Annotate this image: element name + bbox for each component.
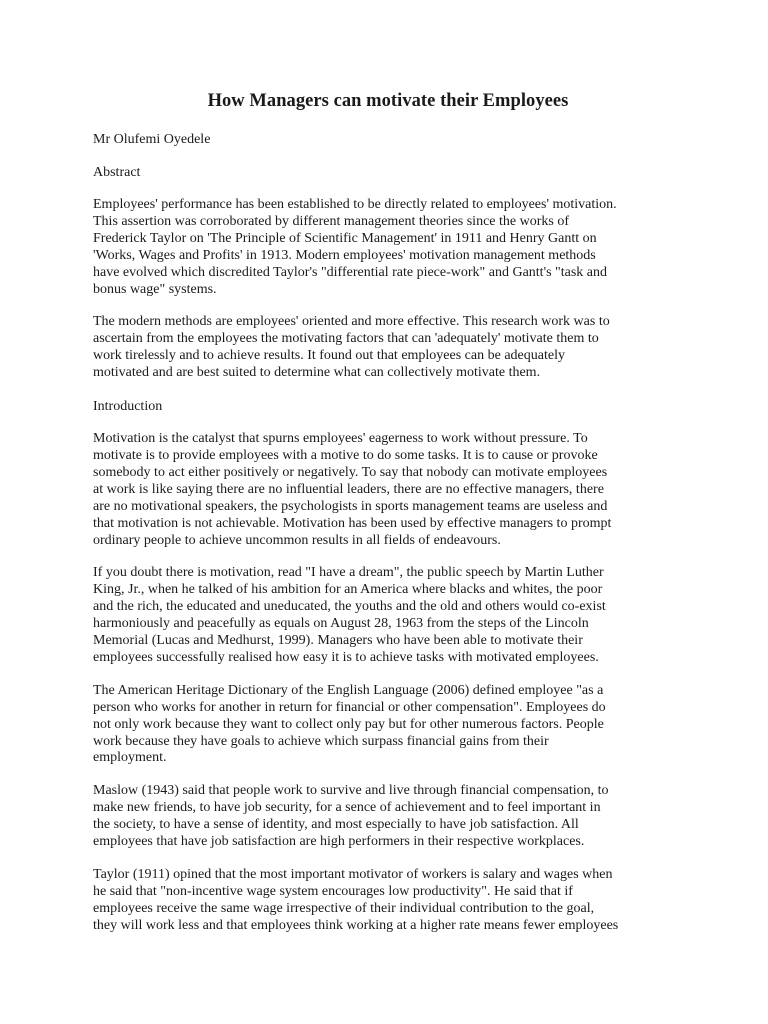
document-title: How Managers can motivate their Employees <box>207 91 569 111</box>
abstract-heading: Abstract <box>93 165 141 180</box>
text-line: Motivation is the catalyst that spurns employees' eagerness to work without pressure. To <box>93 431 588 447</box>
document-page <box>93 90 683 951</box>
introduction-paragraph <box>93 683 683 768</box>
text-line: that motivation is not achievable. Motivation has been used by effective managers to prompt <box>93 515 612 531</box>
introduction-paragraph <box>93 431 683 549</box>
text-line: are no motivational speakers, the psychologists in sports management teams are useless and <box>93 498 608 514</box>
text-line: Taylor (1911) opined that the most important motivator of workers is salary and wages when <box>93 867 613 882</box>
text-line: at work is like saying there are no influential leaders, there are no effective managers, there <box>93 481 604 497</box>
introduction-section <box>93 431 683 935</box>
text-line: not only work because they want to collect only pay but for other numerous factors. People <box>93 716 604 732</box>
text-line: person who works for another in return for financial or other compensation". Employees do <box>93 699 606 715</box>
text-line: Memorial (Lucas and Medhurst, 1999). Managers who have been able to motivate their <box>93 633 583 649</box>
text-line: he said that "non-incentive wage system encourages low productivity". He said that if <box>93 883 573 899</box>
text-line: King, Jr., when he talked of his ambition for an America where blacks and whites, the poor <box>93 582 603 598</box>
text-line: Maslow (1943) said that people work to survive and live through financial compensation, to <box>93 783 609 799</box>
introduction-heading: Introduction <box>93 399 163 415</box>
text-line: bonus wage" systems. <box>93 281 217 297</box>
text-line: motivate is to provide employees with a motive to do some tasks. It is to cause or provoke <box>93 447 598 463</box>
text-line: have evolved which discredited Taylor's "differential rate piece-work" and Gantt's "task and <box>93 264 608 280</box>
text-line: employees successfully realised how easy it is to achieve tasks with motivated employees. <box>93 649 599 665</box>
author-name: Mr Olufemi Oyedele <box>93 132 211 147</box>
text-line: the society, to have a sense of identity, and most especially to have job satisfaction. All <box>93 817 579 833</box>
text-line: and the rich, the educated and uneducated, the youths and the old and others would co-exist <box>93 599 606 615</box>
text-line: employment. <box>93 750 167 766</box>
text-line: The American Heritage Dictionary of the English Language (2006) defined employee "as a <box>93 682 604 698</box>
text-line: This assertion was corroborated by different management theories since the works of <box>93 213 569 229</box>
text-line: If you doubt there is motivation, read "I have a dream", the public speech by Martin Luther <box>93 565 604 581</box>
abstract-section <box>93 197 683 382</box>
text-line: work tirelessly and to achieve results. It found out that employees can be adequately <box>93 348 565 364</box>
text-line: motivated and are best suited to determine what can collectively motivate them. <box>93 365 541 381</box>
text-line: 'Works, Wages and Profits' in 1913. Modern employees' motivation management methods <box>93 247 596 263</box>
introduction-paragraph <box>93 565 683 666</box>
text-line: ascertain from the employees the motivating factors that can 'adequately' motivate them to <box>93 331 599 347</box>
text-line: ordinary people to achieve uncommon results in all fields of endeavours. <box>93 532 501 548</box>
text-line: employees that have job satisfaction are high performers in their respective workplaces. <box>93 834 585 850</box>
text-line: somebody to act either positively or negatively. To say that nobody can motivate employees <box>93 464 608 480</box>
text-line: work because they have goals to achieve which surpass financial gains from their <box>93 733 549 749</box>
text-line: make new friends, to have job security, for a sence of achievement and to feel important in <box>93 800 601 816</box>
text-line: harmoniously and peacefully as equals on August 28, 1963 from the steps of the Lincoln <box>93 616 589 632</box>
text-line: The modern methods are employees' oriented and more effective. This research work was to <box>93 314 610 330</box>
abstract-paragraph <box>93 314 683 382</box>
text-line: Frederick Taylor on 'The Principle of Scientific Management' in 1911 and Henry Gantt on <box>93 230 597 246</box>
text-line: employees receive the same wage irrespective of their individual contribution to the goal, <box>93 900 595 916</box>
introduction-paragraph <box>93 867 683 935</box>
abstract-paragraph <box>93 197 683 298</box>
text-line: they will work less and that employees think working at a higher rate means fewer employees <box>93 917 619 933</box>
text-line: Employees' performance has been established to be directly related to employees' motivation. <box>93 197 617 212</box>
introduction-paragraph <box>93 783 683 851</box>
